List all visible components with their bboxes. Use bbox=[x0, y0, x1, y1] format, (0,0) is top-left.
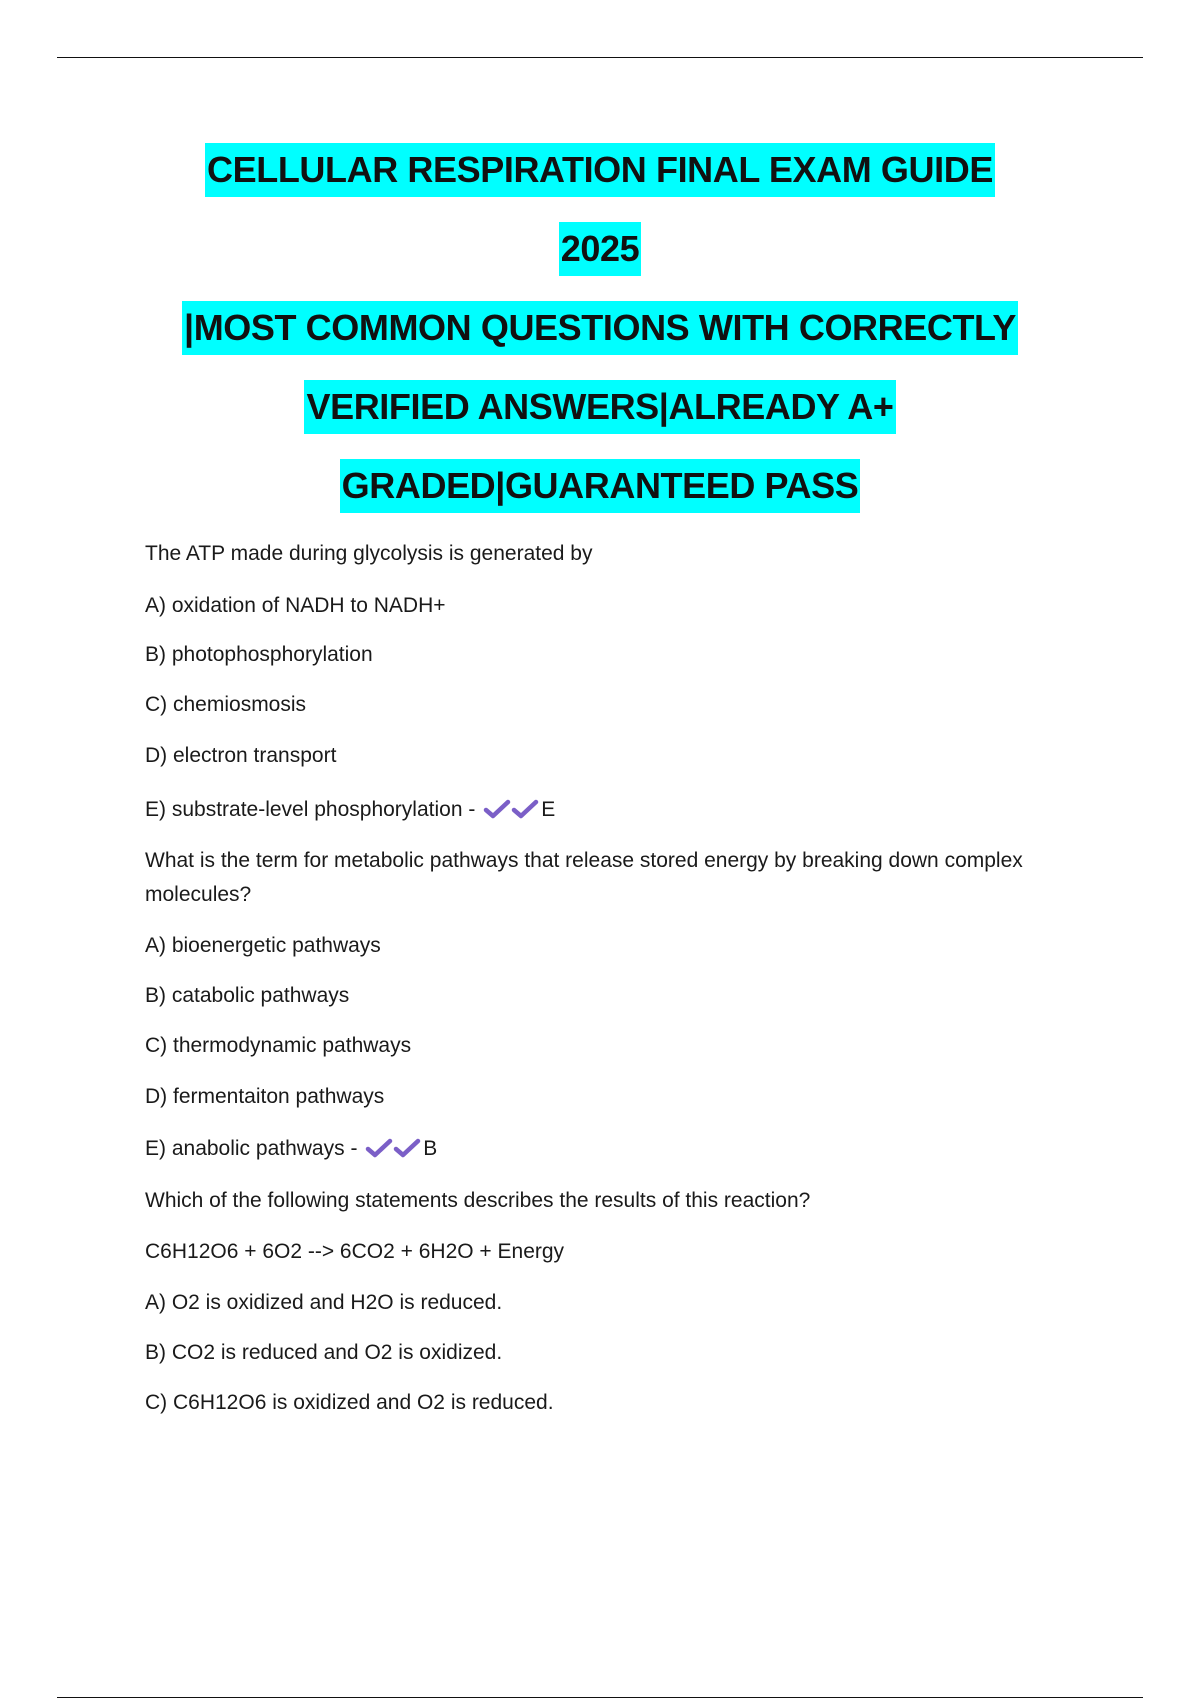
title-line-4: VERIFIED ANSWERS|ALREADY A+ bbox=[304, 380, 895, 434]
question-3-prompt: Which of the following statements describes the results of this reaction? bbox=[145, 1189, 811, 1212]
question-2-option-c: C) thermodynamic pathways bbox=[145, 1034, 412, 1057]
question-2-answer: B bbox=[423, 1137, 438, 1160]
question-3-option-c: C) C6H12O6 is oxidized and O2 is reduced. bbox=[145, 1391, 554, 1414]
checkmark-icon bbox=[483, 798, 511, 820]
question-2-option-e bbox=[145, 1132, 437, 1166]
question-1-prompt: The ATP made during glycolysis is generated by bbox=[145, 542, 593, 565]
answer-checkmarks bbox=[365, 1132, 421, 1166]
checkmark-icon bbox=[365, 1137, 393, 1159]
question-3-option-b: B) CO2 is reduced and O2 is oxidized. bbox=[145, 1341, 503, 1364]
top-rule bbox=[57, 57, 1143, 58]
question-1-option-b: B) photophosphorylation bbox=[145, 643, 373, 666]
bottom-rule bbox=[57, 1697, 1143, 1698]
title-line-2: 2025 bbox=[559, 222, 642, 276]
title-line-1: CELLULAR RESPIRATION FINAL EXAM GUIDE bbox=[205, 143, 995, 197]
question-2-prompt: What is the term for metabolic pathways that release stored energy by breaking down complex molecules? bbox=[145, 849, 1023, 906]
question-3-option-a: A) O2 is oxidized and H2O is reduced. bbox=[145, 1291, 503, 1314]
title-line-5: GRADED|GUARANTEED PASS bbox=[340, 459, 861, 513]
question-1-option-a: A) oxidation of NADH to NADH+ bbox=[145, 594, 446, 617]
question-2-option-e-text: E) anabolic pathways - bbox=[145, 1137, 358, 1160]
title-line-3: |MOST COMMON QUESTIONS WITH CORRECTLY bbox=[182, 301, 1018, 355]
question-2-option-d: D) fermentaiton pathways bbox=[145, 1085, 385, 1108]
question-1-answer: E bbox=[541, 798, 556, 821]
question-3-equation: C6H12O6 + 6O2 --> 6CO2 + 6H2O + Energy bbox=[145, 1240, 565, 1263]
document-title bbox=[0, 143, 1200, 538]
question-1-option-c: C) chemiosmosis bbox=[145, 693, 307, 716]
question-1-option-e-text: E) substrate-level phosphorylation - bbox=[145, 798, 476, 821]
question-2-option-a: A) bioenergetic pathways bbox=[145, 934, 381, 957]
question-1-option-e bbox=[145, 793, 555, 827]
question-1-option-d: D) electron transport bbox=[145, 744, 337, 767]
question-2-option-b: B) catabolic pathways bbox=[145, 984, 350, 1007]
answer-checkmarks bbox=[483, 793, 539, 827]
checkmark-icon bbox=[511, 798, 539, 820]
checkmark-icon bbox=[393, 1137, 421, 1159]
